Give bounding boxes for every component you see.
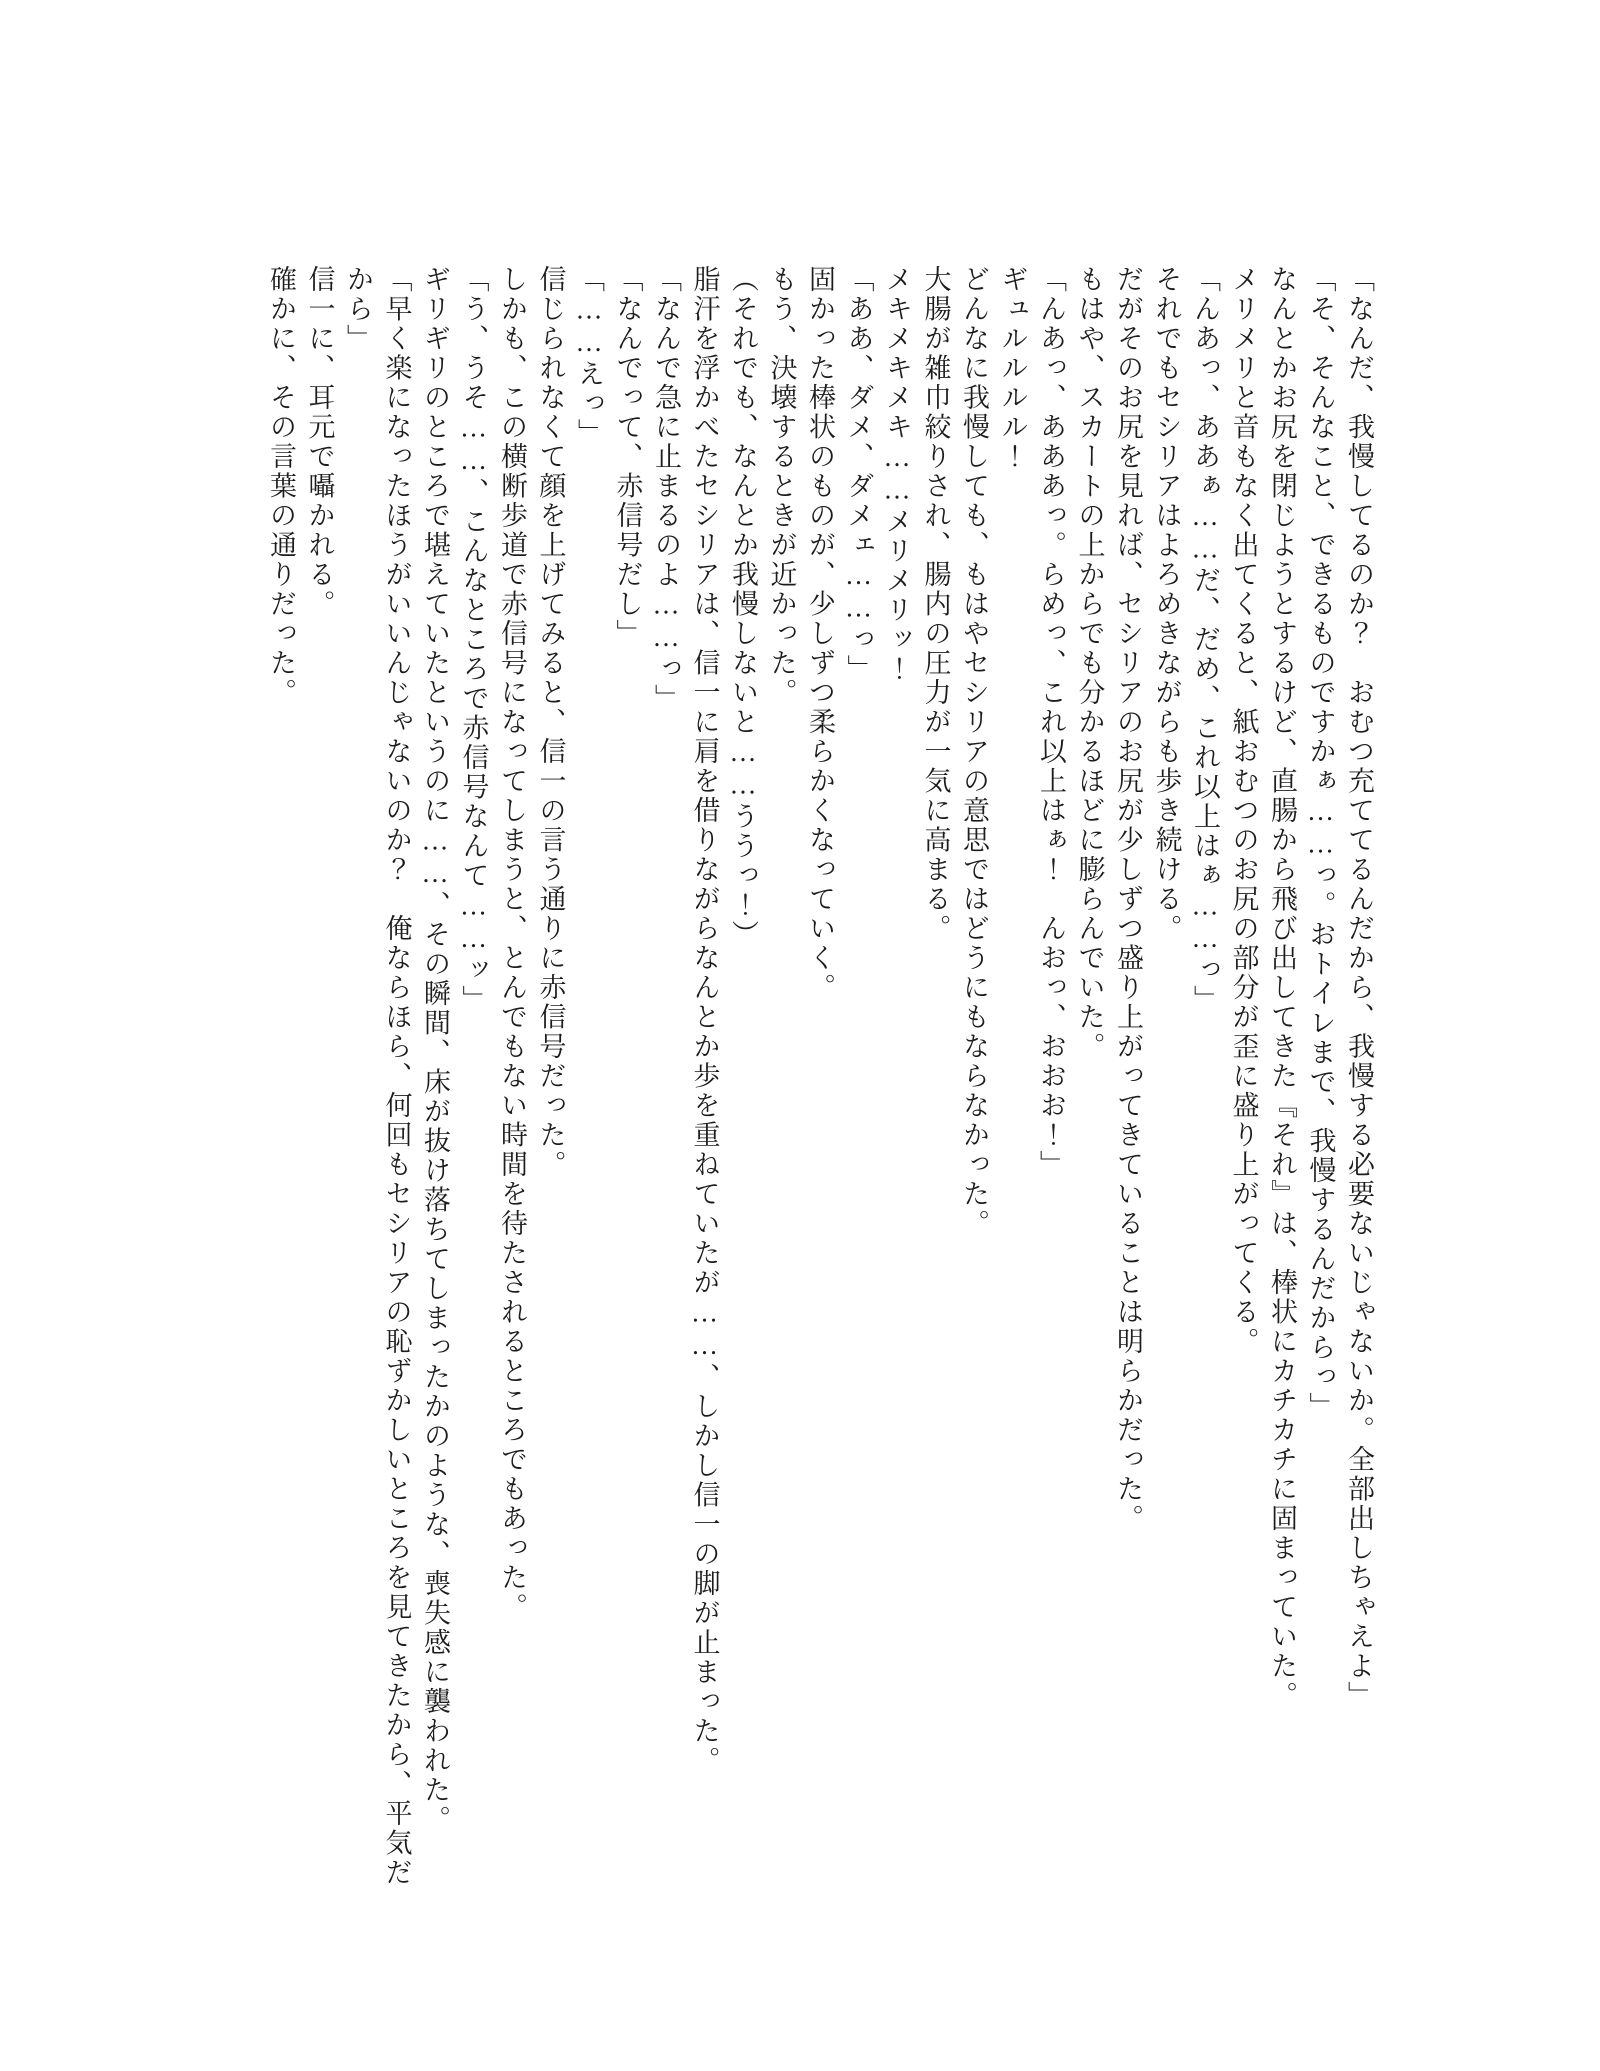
text-column-24: 「う、うそ……、こんなところで赤信号なんて……ッ」 xyxy=(458,265,489,1015)
text-column-20: 「なんでって、赤信号だし」 xyxy=(612,265,643,649)
text-column-05: 「んあっ、ああぁ……だ、だめ、これ以上はぁ……っ」 xyxy=(1190,265,1220,1015)
novel-page xyxy=(262,265,1379,1897)
text-column-13: メキメキメキ……メリメリッ！ xyxy=(882,265,912,684)
text-column-19: 「なんで急に止まるのよ……っ」 xyxy=(651,265,681,714)
text-column-08: もはや、スカートの上からでも分かるほどに膨らんでいた。 xyxy=(1074,265,1105,1062)
text-column-02: 「そ、そんなこと、できるものですかぁ……っ。おトイレまで、我慢するんだからっ」 xyxy=(1305,265,1336,1422)
text-column-26: 「早く楽になったほうがいいんじゃないのか？ 俺ならほら、何回もセシリアの恥ずかしいところを見てきたから、平気だから」 xyxy=(343,265,412,1888)
text-column-06: それでもセシリアはよろめきながらも歩き続ける。 xyxy=(1151,265,1182,944)
text-column-23: しかも、この横断歩道で赤信号になってしまうと、とんでもない時間を待たされるところでもあった。 xyxy=(497,265,527,1622)
text-column-28: 確かに、その言葉の通りだった。 xyxy=(266,265,296,708)
text-column-12: 大腸が雑巾絞りされ、腸内の圧力が一気に高まる。 xyxy=(920,265,951,944)
text-column-17: （それでも、なんとか我慢しないと……ううっ！） xyxy=(728,265,758,950)
text-column-18: 脂汗を浮かべたセシリアは、信一に肩を借りながらなんとか歩を重ねていたが……、しかし信一の脚が止まった。 xyxy=(689,265,720,1776)
text-column-09: 「んあっ、あああっ。らめっ、これ以上はぁ！ んおっ、おおお！」 xyxy=(1036,265,1066,1180)
text-column-11: どんなに我慢しても、もはやセシリアの意思ではどうにもならなかった。 xyxy=(959,265,989,1239)
text-column-25: ギリギリのところで堪えていたというのに……、その瞬間、床が抜け落ちてしまったかのような、喪失感に襲われた。 xyxy=(420,265,450,1835)
text-column-04: メリメリと音もなく出てくると、紙おむつのお尻の部分が歪に盛り上がってくる。 xyxy=(1228,265,1259,1357)
text-column-01: 「なんだ、我慢してるのか？ おむつ充ててるんだから、我慢する必要ないじゃないか。全部出しちゃえよ」 xyxy=(1344,265,1374,1711)
text-column-27: 信一に、耳元で囁かれる。 xyxy=(304,265,335,619)
text-column-07: だがそのお尻を見れば、セシリアのお尻が少しずつ盛り上がってきていることは明らかだった。 xyxy=(1113,265,1143,1534)
text-column-10: ギュルルルル！ xyxy=(997,265,1028,472)
text-column-21: 「……えっ」 xyxy=(574,265,604,448)
text-column-14: 「ああ、ダメ、ダメェ……っ」 xyxy=(843,265,874,684)
text-column-15: 固かった棒状のものが、少しずつ柔らかくなっていく。 xyxy=(805,265,835,1003)
text-column-22: 信じられなくて顔を上げてみると、信一の言う通りに赤信号だった。 xyxy=(535,265,566,1180)
text-column-03: なんとかお尻を閉じようとするけど、直腸から飛び出してきた『それ』は、棒状にカチカチに固まっていた。 xyxy=(1267,265,1297,1711)
text-column-16: もう、決壊するときが近かった。 xyxy=(766,265,797,708)
